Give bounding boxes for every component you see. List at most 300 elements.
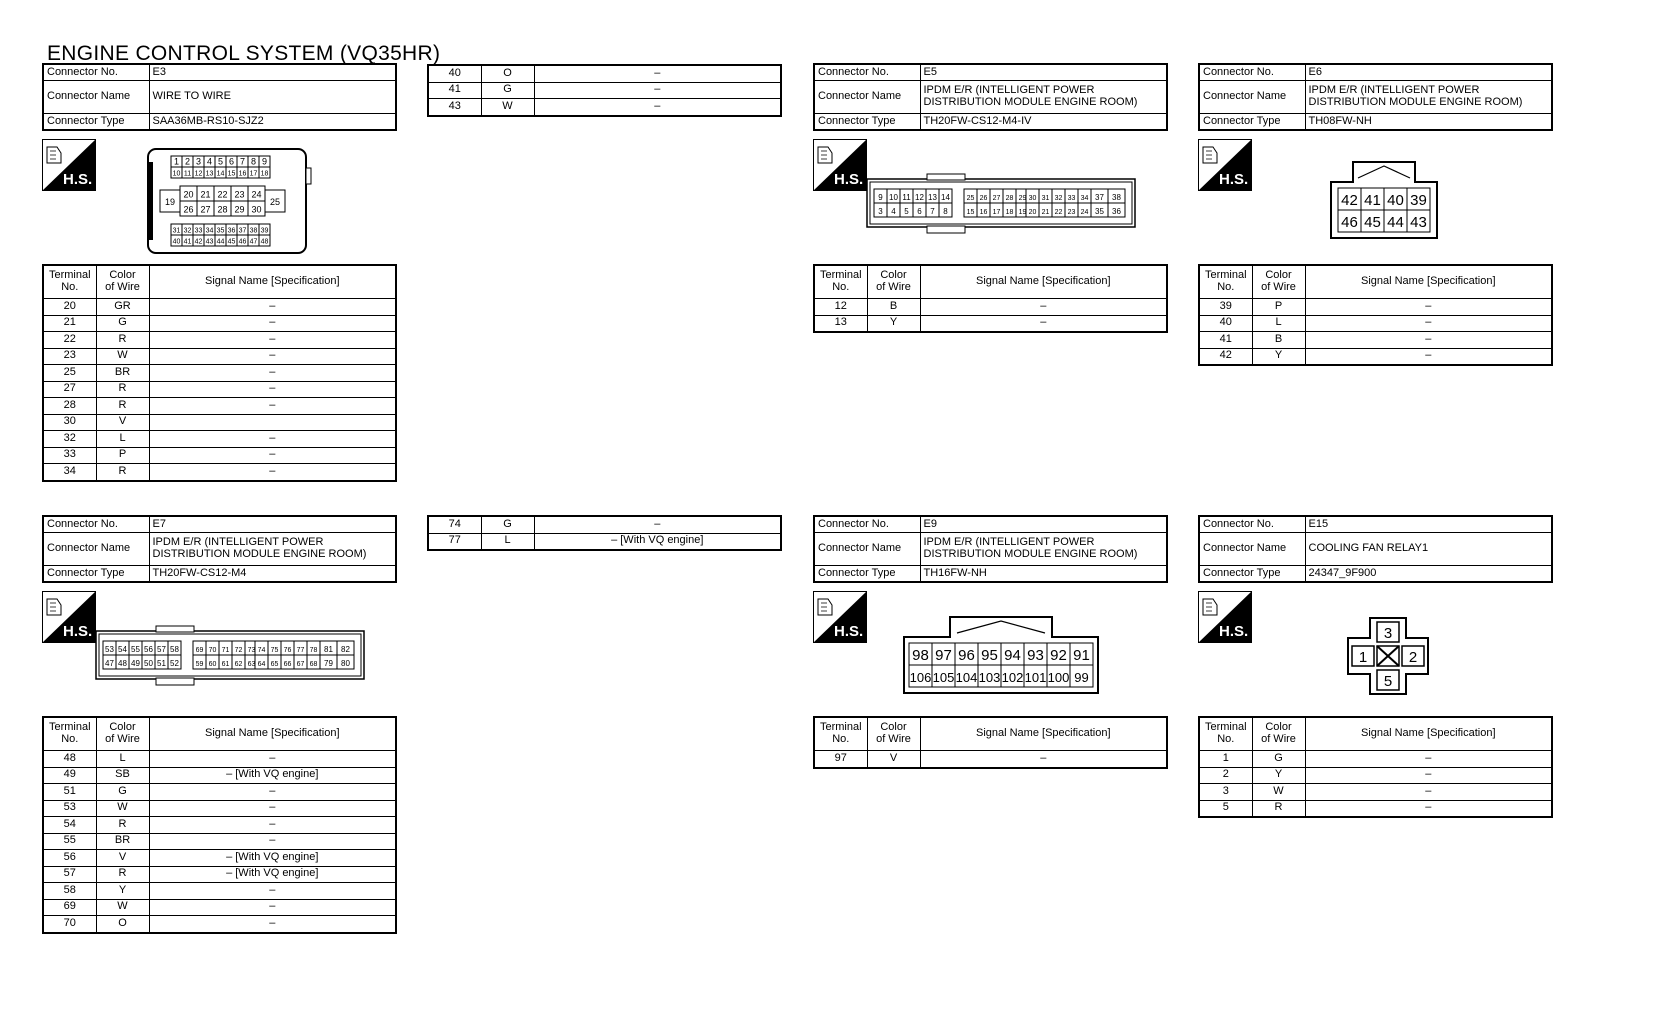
pin-label: 91: [1073, 647, 1090, 665]
connector-header-table: [813, 515, 1168, 583]
terminal-table-header: [1199, 265, 1552, 299]
connector-no-label: Connector No.: [1199, 516, 1305, 533]
pin-label: 105: [932, 670, 955, 686]
terminal-table-e7-continued: [427, 515, 782, 551]
pin-label: 99: [1074, 670, 1089, 686]
terminal-table-e9: [813, 716, 1168, 769]
terminal-table-e3: [42, 264, 397, 482]
pin-label: 30: [251, 204, 262, 215]
pin-label: 46: [238, 238, 247, 246]
header-line: Color: [880, 269, 907, 282]
header-line: Terminal: [1204, 721, 1247, 734]
signal-name: – [With VQ engine]: [149, 767, 396, 784]
pin-label: 20: [1028, 208, 1037, 216]
pin-label: 77: [296, 646, 305, 654]
terminal-number: 55: [43, 833, 96, 850]
connector-no-label: Connector No.: [1199, 64, 1305, 81]
terminal-table-e6: [1198, 264, 1553, 366]
header-line: No.: [1217, 281, 1235, 293]
wire-color: G: [1252, 751, 1305, 768]
pin-label: 76: [283, 646, 292, 654]
connector-name-line: IPDM E/R (INTELLIGENT POWER: [923, 536, 1095, 549]
pin-label: 3: [195, 156, 202, 167]
pin-label: 26: [183, 204, 194, 215]
pin-label: 59: [195, 660, 204, 668]
harness-side-icon: [1198, 139, 1252, 191]
terminal-number: 56: [43, 850, 96, 867]
wire-color: G: [481, 82, 534, 99]
terminal-no-header: [1199, 717, 1252, 751]
wire-color: R: [96, 381, 149, 398]
harness-side-icon: [813, 591, 867, 643]
harness-side-icon: [813, 139, 867, 191]
signal-name-header: Signal Name [Specification]: [149, 717, 396, 751]
terminal-number: 74: [428, 516, 481, 533]
pin-label: 96: [958, 647, 975, 665]
pin-label: 64: [257, 660, 266, 668]
signal-name: –: [1305, 767, 1552, 784]
pin-label: 60: [208, 660, 217, 668]
signal-name: –: [534, 65, 781, 82]
pin-label: 7: [239, 156, 246, 167]
terminal-no-header: [43, 265, 96, 299]
terminal-number: 2: [1199, 767, 1252, 784]
pin-label: 80: [341, 658, 350, 668]
wire-color: G: [481, 516, 534, 533]
signal-name: –: [149, 332, 396, 349]
signal-name: –: [1305, 784, 1552, 801]
pin-label: 58: [170, 644, 179, 654]
pin-label: 5: [217, 156, 224, 167]
color-of-wire-header: [1252, 717, 1305, 751]
table-row: [43, 315, 396, 332]
connector-name-line: WIRE TO WIRE: [152, 90, 231, 103]
terminal-number: 3: [1199, 784, 1252, 801]
terminal-number: 39: [1199, 299, 1252, 316]
pin-label: 62: [234, 660, 243, 668]
svg-text:H.S.: H.S.: [1219, 171, 1249, 188]
terminal-table-e3-continued: [427, 64, 782, 117]
header-line: No.: [1217, 733, 1235, 745]
pin-label: 33: [1067, 194, 1076, 202]
pin-label: 32: [183, 227, 192, 235]
terminal-table-header: [814, 717, 1167, 751]
pin-label: 9: [261, 156, 268, 167]
header-line: of Wire: [1261, 281, 1296, 293]
table-row: [1199, 784, 1552, 801]
signal-name: [149, 414, 396, 431]
pin-label: 33: [194, 227, 203, 235]
pin-label: 106: [909, 670, 932, 686]
header-line: of Wire: [1261, 733, 1296, 745]
pin-label: 81: [324, 644, 333, 654]
connector-name-row: [1199, 533, 1552, 566]
terminal-table-e15: [1198, 716, 1553, 818]
wire-color: BR: [96, 833, 149, 850]
table-row: [43, 348, 396, 365]
terminal-number: 41: [428, 82, 481, 99]
signal-name: –: [1305, 348, 1552, 365]
wire-color: Y: [1252, 767, 1305, 784]
connector-name-label: Connector Name: [1199, 533, 1305, 566]
table-row: [43, 899, 396, 916]
hs-wrap: [42, 591, 96, 648]
header-line: Terminal: [819, 721, 862, 734]
connector-type-row: [1199, 114, 1552, 131]
pin-label: 51: [157, 658, 166, 668]
wire-color: V: [96, 850, 149, 867]
terminal-table-header: [1199, 717, 1552, 751]
pin-label: 6: [917, 206, 922, 216]
terminal-wrap: [813, 264, 1168, 333]
wire-color: Y: [96, 883, 149, 900]
pin-label: 92: [1050, 647, 1067, 665]
pin-label: 7: [930, 206, 935, 216]
table-row: [43, 365, 396, 382]
signal-name: –: [149, 916, 396, 933]
wire-color: G: [96, 315, 149, 332]
wire-color: O: [96, 916, 149, 933]
hs-wrap: [1198, 139, 1252, 196]
table-row: [43, 431, 396, 448]
terminal-number: 53: [43, 800, 96, 817]
connector-type-value: TH20FW-CS12-M4: [149, 566, 396, 583]
signal-name: – [With VQ engine]: [149, 866, 396, 883]
header-line: Color: [109, 269, 136, 282]
connector-no-row: [43, 516, 396, 533]
header-line: of Wire: [876, 281, 911, 293]
terminal-number: 51: [43, 784, 96, 801]
table-row: [43, 916, 396, 933]
connector-block-e15: [1198, 515, 1553, 814]
table-row: [1199, 332, 1552, 349]
pin-label: 10: [889, 192, 898, 202]
table-row: [43, 464, 396, 481]
pin-label: 23: [1067, 208, 1076, 216]
pin-label: 37: [238, 227, 247, 235]
table-row: [814, 299, 1167, 316]
terminal-number: 58: [43, 883, 96, 900]
pin-label: 61: [221, 660, 230, 668]
svg-text:H.S.: H.S.: [834, 171, 864, 188]
pin-label: 39: [1410, 192, 1427, 210]
pin-label: 8: [943, 206, 948, 216]
pin-label: 71: [221, 646, 230, 654]
svg-text:25: 25: [269, 197, 281, 207]
pin-label: 13: [205, 170, 214, 178]
terminal-table-header: [43, 265, 396, 299]
wire-color: L: [481, 533, 534, 550]
table-row: [428, 99, 781, 116]
pin-label: 1: [1358, 649, 1368, 666]
pin-label: 38: [249, 227, 258, 235]
connector-name-row: [814, 533, 1167, 566]
signal-name: –: [149, 398, 396, 415]
table-row: [1199, 299, 1552, 316]
wire-color: R: [96, 817, 149, 834]
connector-name-line: IPDM E/R (INTELLIGENT POWER: [152, 536, 324, 549]
wire-color: L: [96, 751, 149, 768]
header-line: No.: [61, 281, 79, 293]
pin-label: 15: [227, 170, 236, 178]
pin-label: 41: [1364, 192, 1381, 210]
connector-no-row: [814, 64, 1167, 81]
pin-label: 63: [247, 660, 256, 668]
header-line: of Wire: [876, 733, 911, 745]
connector-header-table: [42, 515, 397, 583]
pin-label: 4: [206, 156, 213, 167]
wire-color: SB: [96, 767, 149, 784]
pin-label: 18: [1005, 208, 1014, 216]
pin-label: 36: [1112, 206, 1121, 216]
pin-label: 34: [1080, 194, 1089, 202]
pin-label: 41: [183, 238, 192, 246]
header-line: Terminal: [819, 269, 862, 282]
wire-color: BR: [96, 365, 149, 382]
pin-label: 47: [249, 238, 258, 246]
terminal-number: 13: [814, 315, 867, 332]
header-line: Color: [1265, 269, 1292, 282]
connector-name-row: [43, 533, 396, 566]
connector-header-table: [1198, 63, 1553, 131]
pin-label: 57: [157, 644, 166, 654]
signal-name: –: [534, 99, 781, 116]
pin-label: 37: [1095, 192, 1104, 202]
connector-block-e9: [813, 515, 1168, 764]
pin-label: 14: [941, 192, 950, 202]
wire-color: W: [96, 348, 149, 365]
pin-label: 17: [992, 208, 1001, 216]
wire-color: R: [96, 332, 149, 349]
wire-color: GR: [96, 299, 149, 316]
signal-name: – [With VQ engine]: [149, 850, 396, 867]
connector-type-value: TH16FW-NH: [920, 566, 1167, 583]
wire-color: O: [481, 65, 534, 82]
connector-header-table: [42, 63, 397, 131]
wire-color: R: [1252, 800, 1305, 817]
pin-label: 25: [966, 194, 975, 202]
connector-no-label: Connector No.: [43, 516, 149, 533]
harness-side-icon: [1198, 591, 1252, 643]
signal-name: –: [149, 381, 396, 398]
header-line: Terminal: [48, 721, 91, 734]
pin-label: 40: [1387, 192, 1404, 210]
signal-name-header: Signal Name [Specification]: [1305, 265, 1552, 299]
terminal-number: 30: [43, 414, 96, 431]
hs-wrap: [1198, 591, 1252, 648]
wire-color: W: [96, 800, 149, 817]
wire-color: W: [1252, 784, 1305, 801]
signal-name: –: [149, 784, 396, 801]
signal-name: –: [149, 299, 396, 316]
wire-color: L: [96, 431, 149, 448]
connector-name-value: [920, 81, 1167, 114]
connector-name-line: DISTRIBUTION MODULE ENGINE ROOM): [923, 548, 1138, 560]
signal-name: –: [149, 899, 396, 916]
connector-type-value: 24347_9F900: [1305, 566, 1552, 583]
pin-label: 12: [915, 192, 924, 202]
terminal-number: 20: [43, 299, 96, 316]
pin-label: 40: [172, 238, 181, 246]
connector-name-row: [1199, 81, 1552, 114]
pin-label: 67: [296, 660, 305, 668]
terminal-number: 77: [428, 533, 481, 550]
wire-color: P: [1252, 299, 1305, 316]
table-row: [43, 833, 396, 850]
pin-label: 27: [200, 204, 211, 215]
pin-label: 100: [1047, 670, 1070, 686]
pin-label: 94: [1004, 647, 1021, 665]
pin-label: 14: [216, 170, 225, 178]
terminal-table-e5: [813, 264, 1168, 333]
signal-name: –: [1305, 751, 1552, 768]
terminal-number: 23: [43, 348, 96, 365]
pin-label: 97: [935, 647, 952, 665]
wire-color: V: [867, 751, 920, 768]
pin-label: 29: [234, 204, 245, 215]
pin-label: 72: [234, 646, 243, 654]
page-title: ENGINE CONTROL SYSTEM (VQ35HR): [47, 42, 441, 65]
pin-label: 9: [878, 192, 883, 202]
connector-name-line: IPDM E/R (INTELLIGENT POWER: [1308, 84, 1480, 97]
signal-name: –: [920, 315, 1167, 332]
wire-color: B: [867, 299, 920, 316]
connector-block-e3: [42, 63, 397, 477]
pin-label: 3: [1383, 625, 1393, 642]
pin-label: 55: [131, 644, 140, 654]
signal-name: –: [149, 315, 396, 332]
signal-name: –: [149, 431, 396, 448]
wire-color: B: [1252, 332, 1305, 349]
table-row: [1199, 767, 1552, 784]
pin-label: 16: [238, 170, 247, 178]
table-row: [43, 850, 396, 867]
pin-label: 104: [955, 670, 978, 686]
pin-label: 12: [194, 170, 203, 178]
signal-name: –: [149, 817, 396, 834]
connector-no-row: [1199, 64, 1552, 81]
signal-name: –: [149, 447, 396, 464]
terminal-no-header: [43, 717, 96, 751]
table-row: [428, 82, 781, 99]
wire-color: L: [1252, 315, 1305, 332]
pin-label: 47: [105, 658, 114, 668]
connector-no-row: [814, 516, 1167, 533]
header-line: Color: [880, 721, 907, 734]
terminal-number: 22: [43, 332, 96, 349]
pin-label: 46: [1341, 214, 1358, 232]
connector-diagram-e7: [94, 625, 368, 692]
table-row: [1199, 800, 1552, 817]
terminal-wrap: [1198, 264, 1553, 366]
terminal-no-header: [814, 265, 867, 299]
terminal-number: 69: [43, 899, 96, 916]
pin-label: 19: [1018, 208, 1027, 216]
pin-label: 10: [172, 170, 181, 178]
svg-text:H.S.: H.S.: [1219, 623, 1249, 640]
pin-label: 42: [1341, 192, 1358, 210]
pin-label: 11: [183, 170, 192, 178]
connector-name-label: Connector Name: [43, 81, 149, 114]
terminal-wrap: [42, 264, 397, 482]
pin-label: 31: [1041, 194, 1050, 202]
wire-color: G: [96, 784, 149, 801]
pin-label: 74: [257, 646, 266, 654]
svg-text:19: 19: [164, 197, 176, 207]
pin-label: 82: [341, 644, 350, 654]
connector-type-value: TH08FW-NH: [1305, 114, 1552, 131]
connector-no-value: E3: [149, 64, 396, 81]
pin-label: 44: [1387, 214, 1404, 232]
table-row: [43, 751, 396, 768]
header-line: Terminal: [1204, 269, 1247, 282]
table-row: [43, 381, 396, 398]
signal-name: –: [149, 464, 396, 481]
connector-no-label: Connector No.: [814, 64, 920, 81]
terminal-number: 28: [43, 398, 96, 415]
connector-name-value: [1305, 81, 1552, 114]
pin-label: 28: [1005, 194, 1014, 202]
pin-label: 31: [172, 227, 181, 235]
color-of-wire-header: [867, 265, 920, 299]
pin-label: 6: [228, 156, 235, 167]
connector-type-row: [43, 114, 396, 131]
pin-label: 2: [1408, 649, 1418, 666]
connector-name-label: Connector Name: [1199, 81, 1305, 114]
pin-label: 95: [981, 647, 998, 665]
color-of-wire-header: [96, 265, 149, 299]
connector-type-value: SAA36MB-RS10-SJZ2: [149, 114, 396, 131]
header-line: Terminal: [48, 269, 91, 282]
pin-label: 13: [928, 192, 937, 202]
pin-label: 26: [979, 194, 988, 202]
terminal-number: 57: [43, 866, 96, 883]
connector-name-label: Connector Name: [814, 533, 920, 566]
signal-name: –: [149, 883, 396, 900]
hs-wrap: [813, 139, 867, 196]
pin-label: 11: [902, 192, 911, 202]
terminal-table-e7-cont: [427, 515, 782, 551]
wire-color: W: [481, 99, 534, 116]
connector-name-label: Connector Name: [43, 533, 149, 566]
table-row: [428, 65, 781, 82]
signal-name: –: [534, 516, 781, 533]
terminal-wrap: [42, 716, 397, 934]
table-row: [1199, 348, 1552, 365]
connector-type-value: TH20FW-CS12-M4-IV: [920, 114, 1167, 131]
pin-label: 23: [234, 189, 245, 200]
connector-name-value: [149, 81, 396, 114]
signal-name: –: [1305, 299, 1552, 316]
color-of-wire-header: [1252, 265, 1305, 299]
pin-label: 42: [194, 238, 203, 246]
terminal-number: 48: [43, 751, 96, 768]
table-row: [43, 398, 396, 415]
terminal-number: 41: [1199, 332, 1252, 349]
connector-name-line: IPDM E/R (INTELLIGENT POWER: [923, 84, 1095, 97]
pin-label: 35: [1095, 206, 1104, 216]
header-line: No.: [832, 733, 850, 745]
pin-label: 30: [1028, 194, 1037, 202]
terminal-number: 25: [43, 365, 96, 382]
table-row: [43, 800, 396, 817]
harness-side-icon: [42, 591, 96, 643]
pin-label: 50: [144, 658, 153, 668]
terminal-wrap: [1198, 716, 1553, 818]
connector-diagram-e9: [902, 615, 1102, 702]
connector-name-value: [149, 533, 396, 566]
svg-text:H.S.: H.S.: [63, 623, 93, 640]
